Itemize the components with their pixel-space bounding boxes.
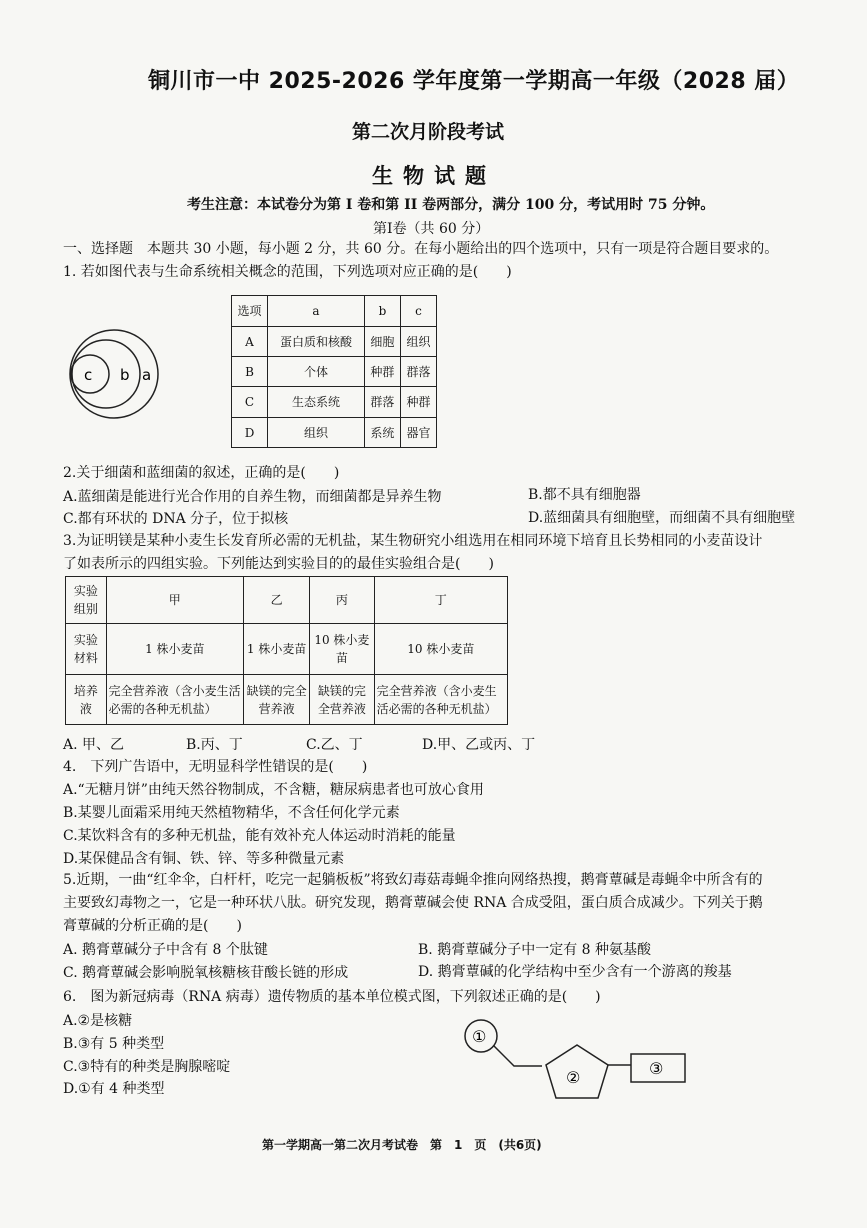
table-cell: 细胞 [364, 327, 400, 357]
bond-line [494, 1046, 542, 1066]
table-cell: a [268, 296, 365, 327]
q3-option-d: D.甲、乙或丙、丁 [422, 737, 536, 753]
table-cell: 缺镁的完全营养液 [310, 675, 374, 725]
q5-option-a: A. 鹅膏蕈碱分子中含有 8 个肽键 [63, 942, 268, 958]
table-cell: 乙 [243, 577, 309, 624]
table-row [232, 418, 437, 448]
table-row [66, 675, 508, 725]
page-footer: 第一学期高一第二次月考试卷 第 1 页 (共6页) [262, 1138, 542, 1152]
table-cell: b [364, 296, 400, 327]
label-3: ③ [649, 1059, 664, 1078]
q6-option-a: A.②是核糖 [63, 1013, 133, 1029]
q3-experiment-table [65, 576, 508, 725]
q4-option-b: B.某婴儿面霜采用纯天然植物精华，不含任何化学元素 [63, 805, 400, 821]
table-cell: 种群 [400, 387, 436, 418]
table-cell: 完全营养液（含小麦生活必需的各种无机盐） [106, 675, 243, 725]
table-cell: 种群 [364, 357, 400, 387]
table-cell: 丁 [374, 577, 507, 624]
table-cell: 1 株小麦苗 [243, 624, 309, 675]
concept-circles-diagram [62, 322, 166, 426]
label-2: ② [566, 1068, 581, 1087]
table-cell: 甲 [106, 577, 243, 624]
table-cell: 1 株小麦苗 [106, 624, 243, 675]
q6-option-b: B.③有 5 种类型 [63, 1036, 165, 1052]
table-row [66, 624, 508, 675]
table-cell: 选项 [232, 296, 268, 327]
table-cell: D [232, 418, 268, 448]
exam-notice: 考生注意：本试卷分为第 I 卷和第 II 卷两部分，满分 100 分，考试用时 75 分钟。 [187, 197, 715, 213]
circle-b [72, 340, 140, 408]
q3-option-c: C.乙、丁 [306, 737, 363, 753]
q2-option-c: C.都有环状的 DNA 分子，位于拟核 [63, 511, 289, 527]
label-c: c [84, 366, 93, 384]
table-cell: 器官 [400, 418, 436, 448]
q3-option-b: B.丙、丁 [186, 737, 243, 753]
q2-stem: 2.关于细菌和蓝细菌的叙述，正确的是( ) [63, 465, 340, 481]
volume-heading: 第Ⅰ卷（共 60 分） [373, 221, 490, 237]
subject-title: 生物试题 [372, 164, 496, 188]
table-header-row [232, 296, 437, 327]
table-row [232, 327, 437, 357]
table-cell: c [400, 296, 436, 327]
table-cell: 生态系统 [268, 387, 365, 418]
table-cell: 群落 [400, 357, 436, 387]
table-row [66, 577, 508, 624]
q5-stem-line3: 膏蕈碱的分析正确的是( ) [63, 918, 242, 934]
table-cell: 实验组别 [66, 577, 107, 624]
table-cell: C [232, 387, 268, 418]
q6-option-d: D.①有 4 种类型 [63, 1081, 165, 1097]
q1-stem: 1. 若如图代表与生命系统相关概念的范围，下列选项对应正确的是( ) [63, 264, 512, 280]
table-cell: 系统 [364, 418, 400, 448]
q4-stem: 4. 下列广告语中，无明显科学性错误的是( ) [63, 759, 368, 775]
table-cell: 组织 [268, 418, 365, 448]
table-cell: 完全营养液（含小麦生活必需的各种无机盐） [374, 675, 507, 725]
q3-stem-line2: 了如表所示的四组实验。下列能达到实验目的的最佳实验组合是( ) [63, 556, 494, 572]
q5-stem-line2: 主要致幻毒物之一，它是一种环状八肽。研究发现，鹅膏蕈碱会使 RNA 合成受阻，蛋白质合成减少。下列关于鹅 [63, 895, 763, 911]
table-cell: 缺镁的完全营养液 [243, 675, 309, 725]
label-1: ① [472, 1027, 487, 1046]
table-cell: 个体 [268, 357, 365, 387]
q6-stem: 6. 图为新冠病毒（RNA 病毒）遗传物质的基本单位模式图，下列叙述正确的是( ) [63, 989, 601, 1005]
label-a: a [142, 366, 152, 384]
q5-option-c: C. 鹅膏蕈碱会影响脱氧核糖核苷酸长链的形成 [63, 965, 349, 981]
q6-option-c: C.③特有的种类是胸腺嘧啶 [63, 1059, 231, 1075]
nucleotide-diagram [456, 1010, 696, 1105]
q4-option-a: A.“无糖月饼”由纯天然谷物制成，不含糖，糖尿病患者也可放心食用 [63, 782, 484, 798]
table-cell: 10 株小麦苗 [374, 624, 507, 675]
table-cell: 培养液 [66, 675, 107, 725]
table-cell: 丙 [310, 577, 374, 624]
table-row [232, 387, 437, 418]
table-cell: A [232, 327, 268, 357]
table-cell: 组织 [400, 327, 436, 357]
q2-option-b: B.都不具有细胞器 [528, 487, 641, 503]
q4-option-d: D.某保健品含有铜、铁、锌、等多种微量元素 [63, 851, 345, 867]
table-cell: B [232, 357, 268, 387]
section-instructions: 一、选择题 本题共 30 小题，每小题 2 分，共 60 分。在每小题给出的四个选项中，只有一项是符合题目要求的。 [63, 241, 779, 257]
q2-option-d: D.蓝细菌具有细胞壁，而细菌不具有细胞壁 [528, 510, 796, 526]
table-cell: 实验材料 [66, 624, 107, 675]
q5-option-b: B. 鹅膏蕈碱分子中一定有 8 种氨基酸 [418, 942, 651, 958]
table-cell: 群落 [364, 387, 400, 418]
exam-subtitle: 第二次月阶段考试 [352, 121, 505, 143]
q5-option-d: D. 鹅膏蕈碱的化学结构中至少含有一个游离的羧基 [418, 964, 732, 980]
label-b: b [120, 366, 130, 384]
q1-options-table [231, 295, 437, 448]
q2-option-a: A.蓝细菌是能进行光合作用的自养生物，而细菌都是异养生物 [63, 489, 442, 505]
exam-title: 铜川市一中 2025-2026 学年度第一学期高一年级（2028 届） [148, 69, 800, 94]
q3-option-a: A. 甲、乙 [63, 737, 125, 753]
table-cell: 10 株小麦苗 [310, 624, 374, 675]
table-row [232, 357, 437, 387]
q4-option-c: C.某饮料含有的多种无机盐，能有效补充人体运动时消耗的能量 [63, 828, 456, 844]
q5-stem-line1: 5.近期，一曲“红伞伞，白杆杆，吃完一起躺板板”将致幻毒菇毒蝇伞推向网络热搜，鹅膏蕈碱是毒蝇伞中所含有的 [63, 872, 763, 888]
q3-stem-line1: 3.为证明镁是某种小麦生长发育所必需的无机盐，某生物研究小组选用在相同环境下培育且长势相同的小麦苗设计 [63, 533, 763, 549]
table-cell: 蛋白质和核酸 [268, 327, 365, 357]
